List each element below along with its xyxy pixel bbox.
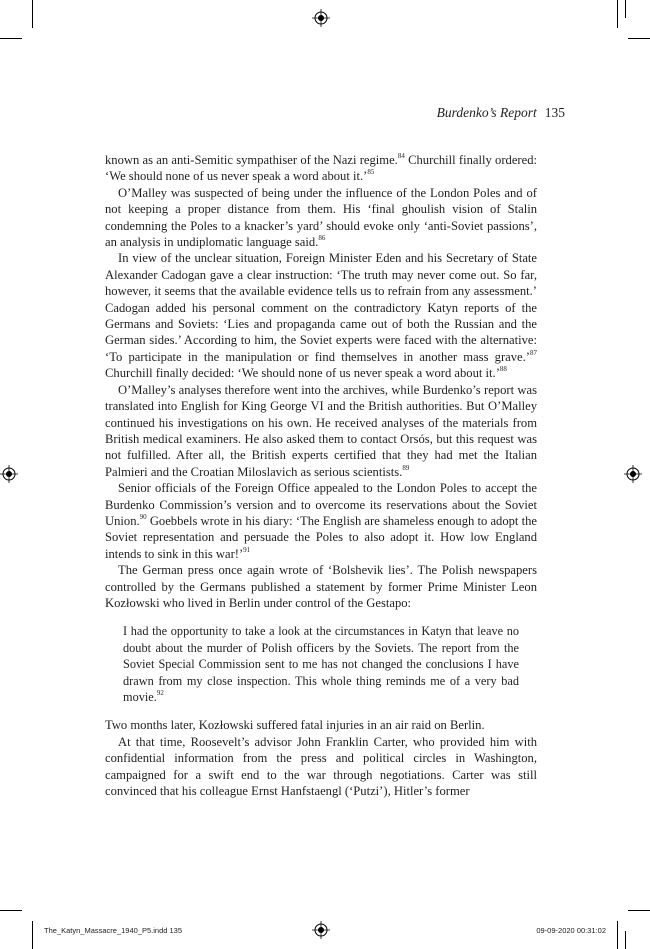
crop-mark <box>0 910 22 911</box>
text-run: O’Malley was suspected of being under the influence of the London Poles and of not keeping a proper distance from them. His ‘final ghoulish vision of Stalin condemning the Poles to a knacker’s yard’ should evoke only ‘anti-Soviet passions’, an analysis in undiplomatic language said. <box>105 185 537 250</box>
running-header <box>105 104 565 122</box>
registration-mark-icon <box>0 465 18 483</box>
text-run: known as an anti-Semitic sympathiser of the Nazi regime. <box>105 153 398 167</box>
text-run: I had the opportunity to take a look at the circumstances in Katyn that leave no doubt about the murder of Polish officers by the Soviets. The report from the Soviet Special Commission sent to me has not changed the conclusions I have drawn from my close inspection. This whole thing reminds me of a very bad movie. <box>123 624 519 704</box>
paragraph <box>105 185 537 251</box>
footnote-ref: 87 <box>530 348 537 357</box>
crop-mark <box>628 38 650 39</box>
body-text <box>105 152 537 799</box>
registration-mark-icon <box>312 9 330 27</box>
paragraph <box>105 734 537 800</box>
slug-timestamp: 09-09-2020 00:31:02 <box>536 926 606 935</box>
paragraph <box>105 717 537 733</box>
footnote-ref: 91 <box>243 545 251 554</box>
paragraph <box>105 562 537 611</box>
text-run: In view of the unclear situation, Foreign Minister Eden and his Secretary of State Alexander Cadogan gave a clear instruction: ‘The truth may never come out. So far, however, it seems that the available evidence tells us to refrain from any assessment.’ Cadogan added his personal comment on the contradictory Katyn reports of the Germans and Soviets: ‘Lies and propaganda came out of both the Russian and the German sides.’ According to him, the Soviet experts were faced with the alternative: ‘To participate in the manipulation or find themselves in another mass grave.’ <box>105 251 537 364</box>
registration-mark-icon <box>312 921 330 939</box>
text-run: O’Malley’s analyses therefore went into the archives, while Burdenko’s report was translated into English for King George VI and the British authorities. But O’Malley continued his investigations on his own. He received analyses of the materials from British medical examiners. He also asked them to contact Orsós, but this request was not fulfilled. After all, the British experts certified that they had met the Italian Palmieri and the Croatian Miloslavich as serious scientists. <box>105 382 537 479</box>
crop-mark <box>617 0 618 28</box>
paragraph <box>105 250 537 381</box>
text-run: Senior officials of the Foreign Office appealed to the London Poles to accept the Burdenko Commission’s version and to overcome its reservations about the Soviet Union. <box>105 481 537 528</box>
running-title: Burdenko’s Report <box>436 105 537 120</box>
footnote-ref: 88 <box>499 365 507 374</box>
text-run: The German press once again wrote of ‘Bolshevik lies’. The Polish newspapers controlled by the Germans published a statement by former Prime Minister Leon Kozłowski who lived in Berlin under control of the Gestapo: <box>105 563 537 610</box>
crop-mark <box>32 0 33 28</box>
crop-mark <box>625 931 626 949</box>
paragraph <box>105 382 537 480</box>
text-run: Two months later, Kozłowski suffered fatal injuries in an air raid on Berlin. <box>105 718 485 733</box>
paragraph <box>105 480 537 562</box>
footnote-ref: 89 <box>402 463 410 472</box>
footnote-ref: 86 <box>318 233 326 242</box>
text-run: At that time, Roosevelt’s advisor John Franklin Carter, who provided him with confidential information from the press and political circles in Washington, campaigned for a swift end to the war through negotiations. Carter was still convinced that his colleague Ernst Hanfstaengl (‘Putzi’), Hitler’s former <box>105 734 537 799</box>
text-run: Goebbels wrote in his diary: ‘The English are shameless enough to adopt the Soviet representation and persuade the Poles to also adopt it. How low England intends to sink in this war!’ <box>105 513 537 561</box>
footnote-ref: 84 <box>397 151 405 160</box>
text-run: Churchill finally ordered: ‘We should none of us never speak a word about it.’ <box>105 153 537 184</box>
text-run: Churchill finally decided: ‘We should none of us never speak a word about it.’ <box>105 366 500 381</box>
footnote-ref: 92 <box>156 688 164 697</box>
registration-mark-icon <box>624 465 642 483</box>
crop-mark <box>617 921 618 949</box>
footnote-ref: 85 <box>367 168 375 177</box>
crop-mark <box>625 0 626 18</box>
crop-mark <box>0 38 22 39</box>
crop-mark <box>628 910 650 911</box>
paragraph <box>105 152 537 185</box>
page-number: 135 <box>544 105 565 120</box>
slug-filename: The_Katyn_Massacre_1940_P5.indd 135 <box>44 926 183 935</box>
block-quote <box>123 623 519 705</box>
crop-mark <box>32 921 33 949</box>
footnote-ref: 90 <box>139 512 147 521</box>
